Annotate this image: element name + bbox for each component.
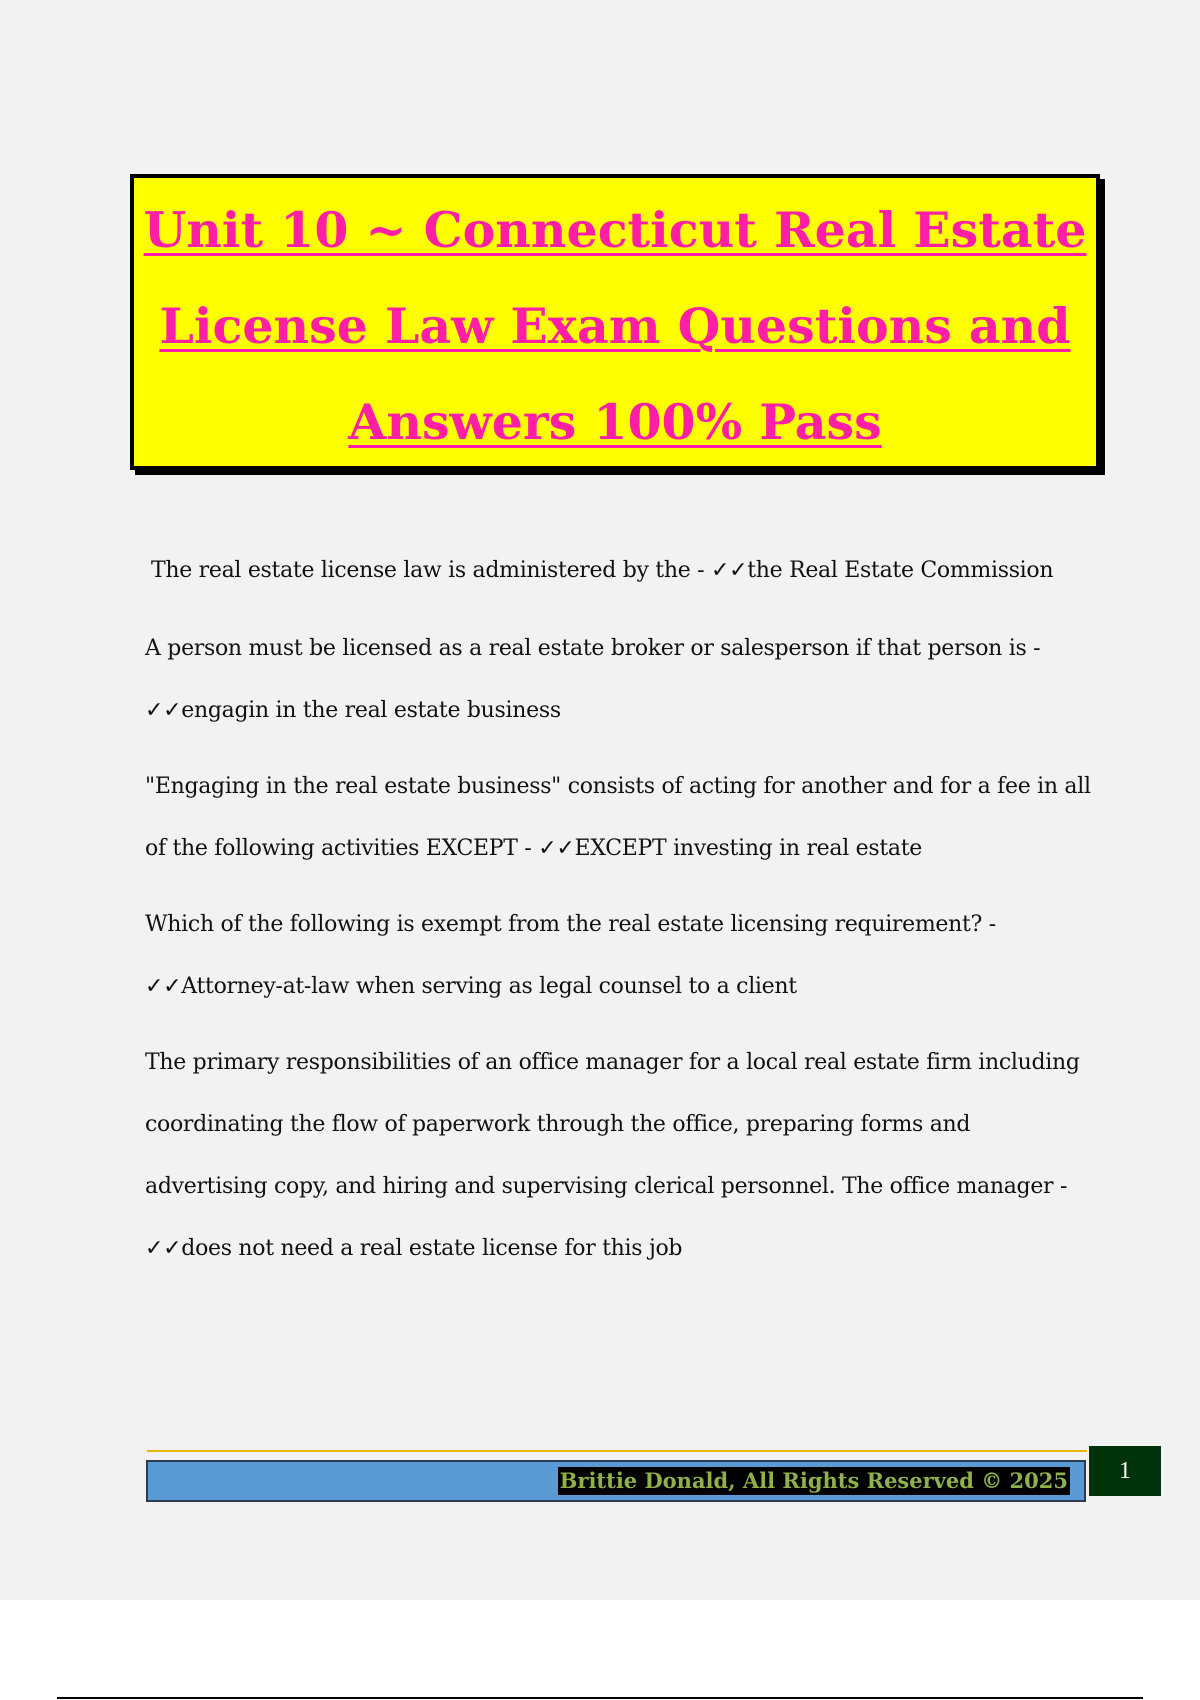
footer-bar bbox=[146, 1460, 1086, 1502]
qa-item bbox=[145, 618, 1095, 742]
qa-content bbox=[145, 540, 1095, 1294]
copyright-text: Brittie Donald, All Rights Reserved © 2025 bbox=[559, 1468, 1068, 1493]
answer-text: the Real Estate Commission bbox=[747, 558, 1054, 583]
question-text: The real estate license law is administered by the - bbox=[151, 558, 711, 583]
answer-text: does not need a real estate license for this job bbox=[181, 1236, 683, 1261]
qa-item bbox=[145, 1032, 1095, 1280]
answer-text: engagin in the real estate business bbox=[181, 698, 561, 723]
double-check-icon: ✓✓ bbox=[145, 698, 182, 723]
question-text: The primary responsibilities of an office manager for a local real estate firm including coordinating the flow of paperwork through the office, preparing forms and advertising copy, and hiring and supervising clerical personnel. The office manager - bbox=[145, 1050, 1080, 1199]
title-line-1: Unit 10 ~ Connecticut Real Estate bbox=[143, 201, 1087, 259]
qa-item bbox=[145, 756, 1095, 880]
title-line-2: License Law Exam Questions and bbox=[159, 297, 1071, 355]
page-number: 1 bbox=[1089, 1446, 1161, 1496]
question-text: Which of the following is exempt from the real estate licensing requirement? - bbox=[145, 912, 996, 937]
double-check-icon: ✓✓ bbox=[538, 836, 575, 861]
page-separator-line bbox=[57, 1697, 1143, 1699]
title-line-3: Answers 100% Pass bbox=[348, 393, 882, 451]
qa-item bbox=[145, 540, 1095, 602]
answer-text: Attorney-at-law when serving as legal counsel to a client bbox=[181, 974, 797, 999]
title-box bbox=[130, 174, 1100, 470]
question-text: "Engaging in the real estate business" consists of acting for another and for a fee in all of the following activities EXCEPT - bbox=[145, 774, 1091, 861]
footer-divider bbox=[147, 1450, 1087, 1452]
double-check-icon: ✓✓ bbox=[145, 1236, 182, 1261]
question-text: A person must be licensed as a real estate broker or salesperson if that person is - bbox=[145, 636, 1041, 661]
qa-item bbox=[145, 894, 1095, 1018]
double-check-icon: ✓✓ bbox=[145, 974, 182, 999]
answer-text: EXCEPT investing in real estate bbox=[574, 836, 922, 861]
double-check-icon: ✓✓ bbox=[710, 558, 748, 583]
